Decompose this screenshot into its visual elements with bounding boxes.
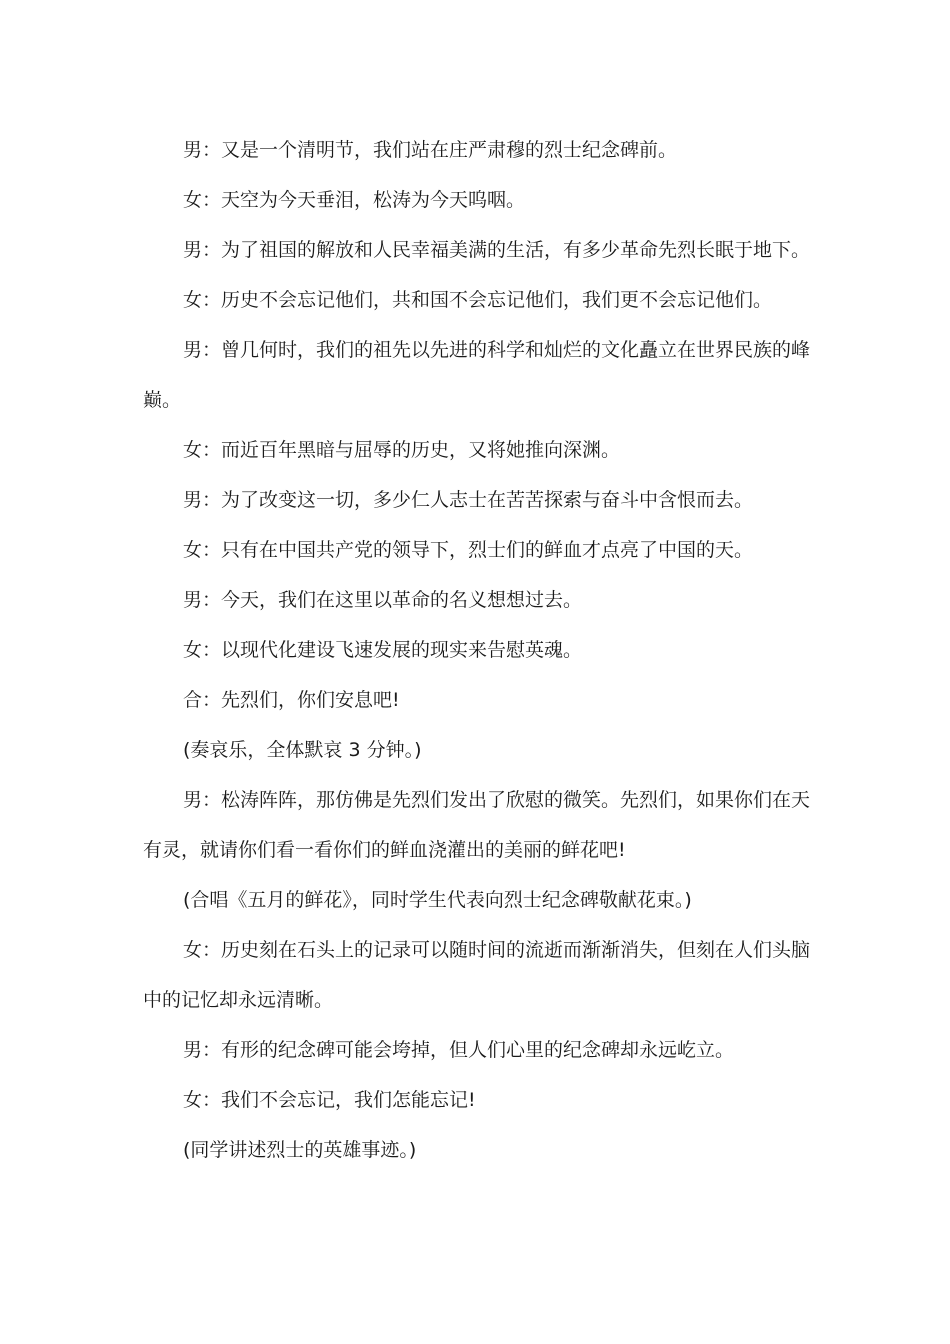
paragraph: 女：历史刻在石头上的记录可以随时间的流逝而渐渐消失，但刻在人们头脑中的记忆却永远清晰。: [143, 939, 811, 1011]
paragraph: 男：为了祖国的解放和人民幸福美满的生活，有多少革命先烈长眠于地下。: [183, 239, 811, 261]
paragraph: 女：以现代化建设飞速发展的现实来告慰英魂。: [183, 639, 583, 661]
document-body: [143, 125, 823, 1175]
paragraph: 女：只有在中国共产党的领导下，烈士们的鲜血才点亮了中国的天。: [183, 539, 754, 561]
paragraph: 女：历史不会忘记他们，共和国不会忘记他们，我们更不会忘记他们。: [183, 289, 773, 311]
paragraph: 男：为了改变这一切，多少仁人志士在苦苦探索与奋斗中含恨而去。: [183, 489, 754, 511]
paragraph: 男：今天，我们在这里以革命的名义想想过去。: [183, 589, 583, 611]
paragraph: 男：又是一个清明节，我们站在庄严肃穆的烈士纪念碑前。: [183, 139, 678, 161]
paragraph: 女：而近百年黑暗与屈辱的历史，又将她推向深渊。: [183, 439, 621, 461]
stage-direction: (奏哀乐，全体默哀 3 分钟。): [183, 739, 422, 761]
stage-direction: (合唱《五月的鲜花》，同时学生代表向烈士纪念碑敬献花束。): [183, 889, 692, 911]
stage-direction: (同学讲述烈士的英雄事迹。): [183, 1139, 417, 1161]
paragraph: 女：天空为今天垂泪，松涛为今天呜咽。: [183, 189, 526, 211]
paragraph: 男：曾几何时，我们的祖先以先进的科学和灿烂的文化矗立在世界民族的峰巅。: [143, 339, 811, 411]
paragraph: 女：我们不会忘记，我们怎能忘记!: [183, 1089, 476, 1111]
paragraph: 合：先烈们，你们安息吧!: [183, 689, 400, 711]
paragraph: 男：有形的纪念碑可能会垮掉，但人们心里的纪念碑却永远屹立。: [183, 1039, 735, 1061]
paragraph: 男：松涛阵阵，那仿佛是先烈们发出了欣慰的微笑。先烈们，如果你们在天有灵，就请你们看一看你们的鲜血浇灌出的美丽的鲜花吧!: [143, 789, 811, 861]
